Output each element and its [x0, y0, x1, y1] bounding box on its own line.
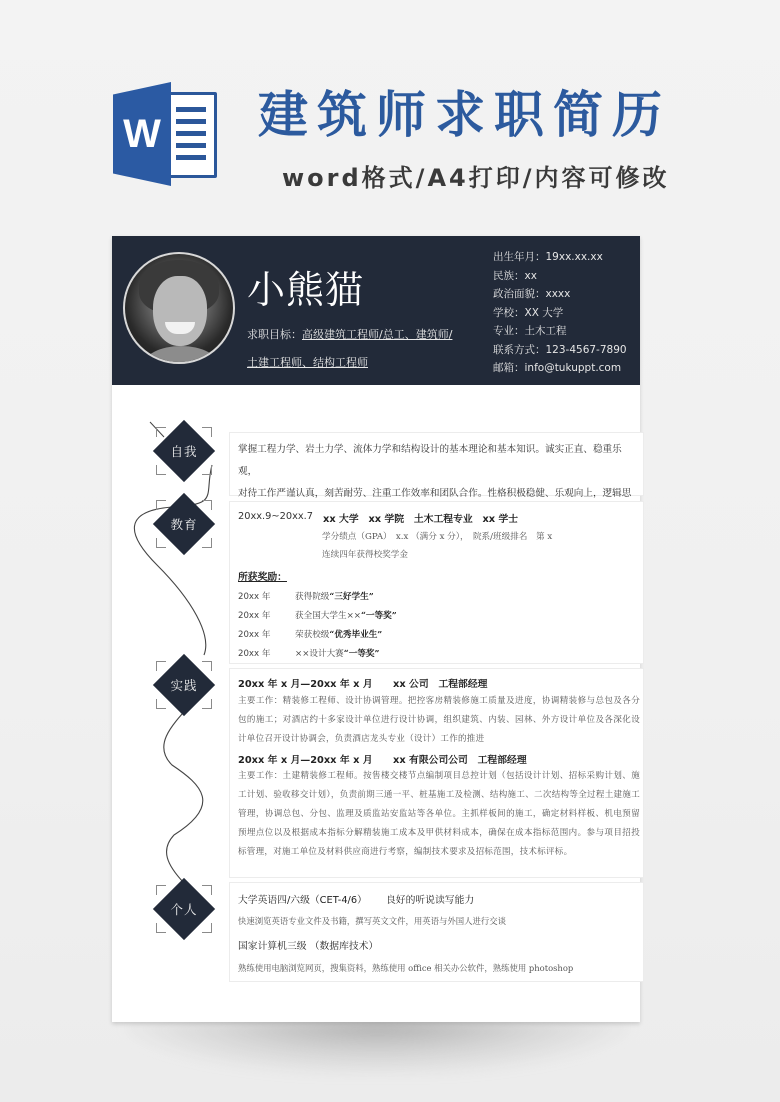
section-marker-practice [154, 655, 214, 715]
award-item: 20xx 年 获全国大学生××“一等奖” [238, 611, 397, 621]
page-shadow [125, 1020, 630, 1075]
info-ethnicity: 民族：xx [493, 269, 537, 282]
banner [0, 0, 780, 230]
personal-skills-box [229, 882, 644, 982]
info-school: 学校：XX 大学 [493, 306, 564, 319]
avatar [123, 252, 235, 364]
info-birth: 出生年月：19xx.xx.xx [493, 251, 603, 263]
job-company: xx 有限公司公司 工程部经理 [393, 755, 527, 766]
job-target-line2: 土建工程师、结构工程师 [247, 356, 368, 369]
personal-info-list [493, 248, 627, 378]
skill-description: 熟练使用电脑浏览网页，搜集资料，熟练使用 office 相关办公软件，熟练使用 photoshop [238, 963, 574, 973]
section-label-education: 教育 [170, 517, 198, 532]
resume-header [112, 236, 640, 385]
skill-description: 快速浏览英语专业文件及书籍，撰写英文文件，用英语与外国人进行交谈 [238, 916, 506, 926]
candidate-name: 小熊猫 [247, 268, 365, 312]
info-political: 政治面貌：xxxx [493, 288, 571, 300]
banner-subtitle: word格式/A4打印/内容可修改 [282, 164, 670, 192]
awards-title: 所获奖励： [238, 572, 287, 583]
award-item: 20xx 年 获得院级“三好学生” [238, 592, 374, 602]
section-label-self: 自我 [170, 444, 198, 459]
award-item: 20xx 年 ××设计大赛“一等奖” [238, 649, 380, 659]
job-period: 20xx 年 x 月—20xx 年 x 月 [238, 755, 373, 766]
job-period: 20xx 年 x 月—20xx 年 x 月 [238, 679, 373, 690]
education-scholarship: 连续四年获得校奖学金 [322, 550, 408, 560]
info-phone: 联系方式：123-4567-7890 [493, 343, 627, 356]
education-period: 20xx.9~20xx.7 [238, 511, 314, 522]
section-marker-self [154, 421, 214, 481]
skill-heading: 国家计算机三级 （数据库技术） [238, 941, 379, 952]
section-label-personal: 个人 [170, 902, 198, 917]
education-row [238, 511, 519, 525]
self-evaluation-text: 掌握工程力学、岩土力学、流体力学和结构设计的基本理论和基本知识。诚实正直、稳重乐观， 对待工作严谨认真，刻苦耐劳、注重工作效率和团队合作。性格积极稳健、乐观向上，逻辑思 [238, 444, 632, 499]
banner-title: 建筑师求职简历 [258, 86, 671, 144]
section-timeline [112, 385, 232, 985]
job-heading [238, 676, 488, 690]
job-description: 主要工作：精装修工程师、设计协调管理。把控客房精装修施工质量及进度，协调精装修与总包及各分包的施工；对酒店约十多家设计单位进行设计协调，组织建筑、内装、园林、外方设计单位及各深化设计单位召开设计协调会，负责酒店龙头专业（设计）工作的推进 [238, 696, 640, 744]
work-experience-box [229, 668, 644, 878]
word-letter: W [123, 112, 161, 156]
self-evaluation-box [229, 432, 644, 499]
section-marker-personal [154, 879, 214, 939]
resume-page [112, 236, 640, 1022]
info-major: 专业：土木工程 [493, 325, 567, 337]
job-description: 主要工作：土建精装修工程师。按售楼交楼节点编制项目总控计划（包括设计计划、招标采购计划、施工计划、验收移交计划），负责前期三通一平、桩基施工及检测、结构施工、二次结构等全过程土建施工管理，协调总包、分包、监理及质监站安监站等各单位。主抓样板间的施工，确定材料样板、机电预留预埋点位以及根据成本指标分解精装施工成本及甲供材料成本，确保在成本指标范围内。参与项目招投标管理，对施工单位及材料供应商进行考察，编制技术要求及招标范围，技术标评标。 [238, 771, 640, 857]
award-item: 20xx 年 荣获校级“优秀毕业生” [238, 630, 383, 640]
job-target-label: 求职目标： [247, 328, 302, 341]
word-icon [113, 82, 219, 186]
education-gpa: 学分绩点（GPA） x.x （满分 x 分）， 院系/班级排名 第 x [322, 532, 553, 542]
education-box [229, 501, 644, 664]
section-label-practice: 实践 [170, 678, 198, 693]
skill-heading: 大学英语四/六级（CET-4/6） 良好的听说读写能力 [238, 895, 475, 906]
job-heading [238, 752, 527, 766]
info-email: 邮箱：info@tukuppt.com [493, 362, 622, 374]
job-target-line1: 高级建筑工程师/总工、建筑师/ [302, 328, 453, 341]
job-company: xx 公司 工程部经理 [393, 679, 488, 690]
education-school: xx 大学 xx 学院 土木工程专业 xx 学士 [323, 514, 519, 525]
job-target [247, 321, 472, 377]
section-marker-education [154, 494, 214, 554]
